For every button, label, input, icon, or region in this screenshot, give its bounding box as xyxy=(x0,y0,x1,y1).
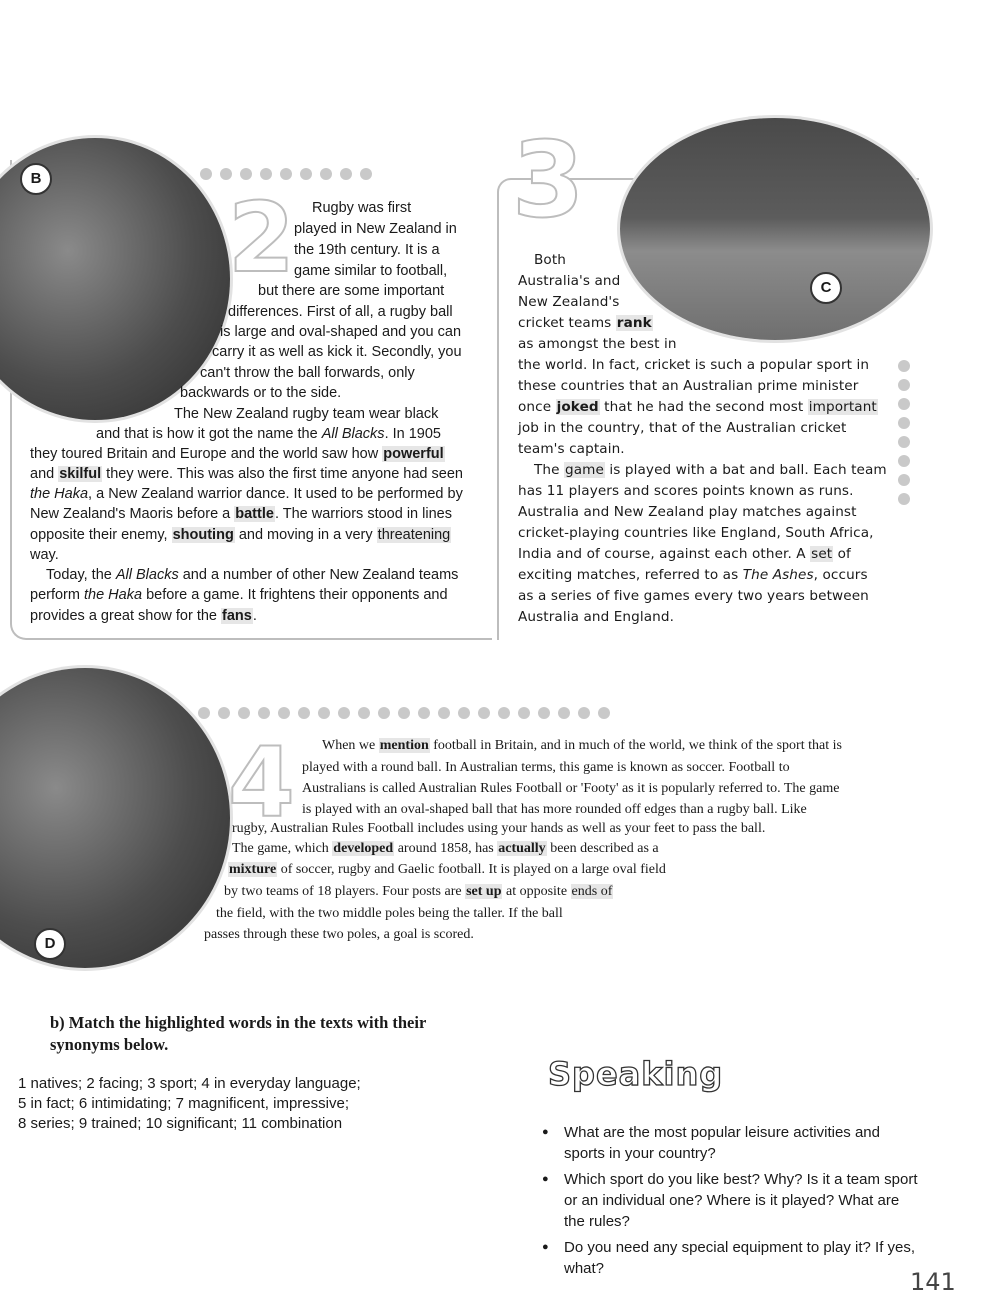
section3-line-18: Australia and England. xyxy=(518,609,675,625)
section2-line-9: can't throw the ball forwards, only xyxy=(200,365,415,381)
section3-line-2: Australia's and xyxy=(518,273,621,289)
section2-line-6: differences. First of all, a rugby ball xyxy=(228,304,453,320)
section3-line-6: the world. In fact, cricket is such a popular sport in xyxy=(518,357,870,373)
section2-line-1: Rugby was first xyxy=(312,200,412,216)
speaking-question: ● Which sport do you like best? Why? Is it a team sport or an individual one? Where is it played? What are the rules? xyxy=(540,1169,920,1232)
section2-line-21: provides a great show for the fans. xyxy=(30,608,257,624)
section2-line-3: the 19th century. It is a xyxy=(294,242,440,258)
section3-line-8: once joked that he had the second most important xyxy=(518,399,877,415)
section4-line-1: When we mention football in Britain, and in much of the world, we think of the sport that is xyxy=(322,738,842,753)
section3-line-3: New Zealand's xyxy=(518,294,620,310)
section3-dot-column xyxy=(898,360,910,505)
task-b-line: 5 in fact; 6 intimidating; 7 magnificent, impressive; xyxy=(18,1095,349,1112)
section4-line-4: is played with an oval-shaped ball that has more rounded off edges than a rugby ball. Like xyxy=(302,802,807,817)
section2-line-11: The New Zealand rugby team wear black xyxy=(174,406,439,422)
section3-line-1: Both xyxy=(534,252,566,268)
section2-line-2: played in New Zealand in xyxy=(294,221,457,237)
task-b-line: 1 natives; 2 facing; 3 sport; 4 in everyday language; xyxy=(18,1075,361,1092)
section2-line-5: but there are some important xyxy=(258,283,445,299)
section4-line-10: passes through these two poles, a goal is scored. xyxy=(204,927,474,942)
task-b-synonym-list xyxy=(18,1074,361,1134)
section2-line-16: New Zealand's Maoris before a battle. The warriors stood in lines xyxy=(30,506,452,522)
section3-line-7: these countries that an Australian prime minister xyxy=(518,378,859,394)
section-number-4: 4 xyxy=(228,727,295,839)
section4-line-5: rugby, Australian Rules Football includes using your hands as well as your feet to pass the ball. xyxy=(232,821,766,836)
section3-line-15: India and of course, against each other. A set of xyxy=(518,546,851,562)
speaking-heading: Speaking xyxy=(548,1055,724,1093)
section2-line-18: way. xyxy=(30,547,59,563)
section2-line-19: Today, the All Blacks and a number of other New Zealand teams xyxy=(46,567,459,583)
section2-line-4: game similar to football, xyxy=(294,263,448,279)
section3-line-14: cricket-playing countries like England, South Africa, xyxy=(518,525,874,541)
section4-line-6: The game, which developed around 1858, has actually been described as a xyxy=(232,841,659,856)
task-b-line: 8 series; 9 trained; 10 significant; 11 combination xyxy=(18,1115,343,1132)
section2-line-14: and skilful they were. This was also the first time anyone had seen xyxy=(30,466,463,482)
section4-line-9: the field, with the two middle poles being the taller. If the ball xyxy=(216,906,563,921)
speaking-question: ● What are the most popular leisure activities and sports in your country? xyxy=(540,1122,920,1164)
section4-dot-row xyxy=(198,707,610,719)
section2-line-12: and that is how it got the name the All Blacks. In 1905 xyxy=(96,426,441,442)
section3-line-10: team's captain. xyxy=(518,441,625,457)
section-number-3: 3 xyxy=(512,119,585,241)
speaking-question-list xyxy=(540,1122,920,1284)
photo-australian-football xyxy=(0,668,230,968)
section3-line-17: as a series of five games every two years between xyxy=(518,588,869,604)
section2-line-8: carry it as well as kick it. Secondly, you xyxy=(212,344,462,360)
section3-line-5: as amongst the best in xyxy=(518,336,677,352)
section3-line-12: has 11 players and scores points known as runs. xyxy=(518,483,854,499)
section4-line-3: Australians is called Australian Rules Football or 'Footy' as it is popularly referred to. The game xyxy=(302,781,840,796)
photo-cricket-match xyxy=(620,118,930,340)
section2-line-13: they toured Britain and Europe and the world saw how powerful xyxy=(30,446,444,462)
section3-line-11: The game is played with a bat and ball. Each team xyxy=(534,462,887,478)
section4-line-2: played with a round ball. In Australian terms, this game is known as soccer. Football to xyxy=(302,760,790,775)
section2-line-17: opposite their enemy, shouting and moving in a very threatening xyxy=(30,527,451,543)
section3-line-4: cricket teams rank xyxy=(518,315,652,331)
section2-line-20: perform the Haka before a game. It frightens their opponents and xyxy=(30,587,448,603)
task-b-title: b) Match the highlighted words in the texts with their synonyms below. xyxy=(50,1013,426,1054)
section4-line-8: by two teams of 18 players. Four posts are set up at opposite ends of xyxy=(224,884,613,899)
section3-line-13: Australia and New Zealand play matches against xyxy=(518,504,857,520)
section2-line-7: is large and oval-shaped and you can xyxy=(220,324,462,340)
section2-line-10: backwards or to the side. xyxy=(180,385,342,401)
section3-line-9: job in the country, that of the Australian cricket xyxy=(518,420,847,436)
section4-line-7: mixture of soccer, rugby and Gaelic football. It is played on a large oval field xyxy=(229,862,666,877)
speaking-question: ● Do you need any special equipment to play it? If yes, what? xyxy=(540,1237,920,1279)
section-number-2: 2 xyxy=(228,182,295,294)
section2-line-15: the Haka, a New Zealand warrior dance. It used to be performed by xyxy=(30,486,463,502)
page-number: 141 xyxy=(910,1268,956,1296)
photo-label-c: C xyxy=(810,272,842,304)
photo-label-d: D xyxy=(34,928,66,960)
section3-line-16: exciting matches, referred to as The Ashes, occurs xyxy=(518,567,868,583)
photo-label-b: B xyxy=(20,163,52,195)
section2-dot-row xyxy=(200,168,372,180)
